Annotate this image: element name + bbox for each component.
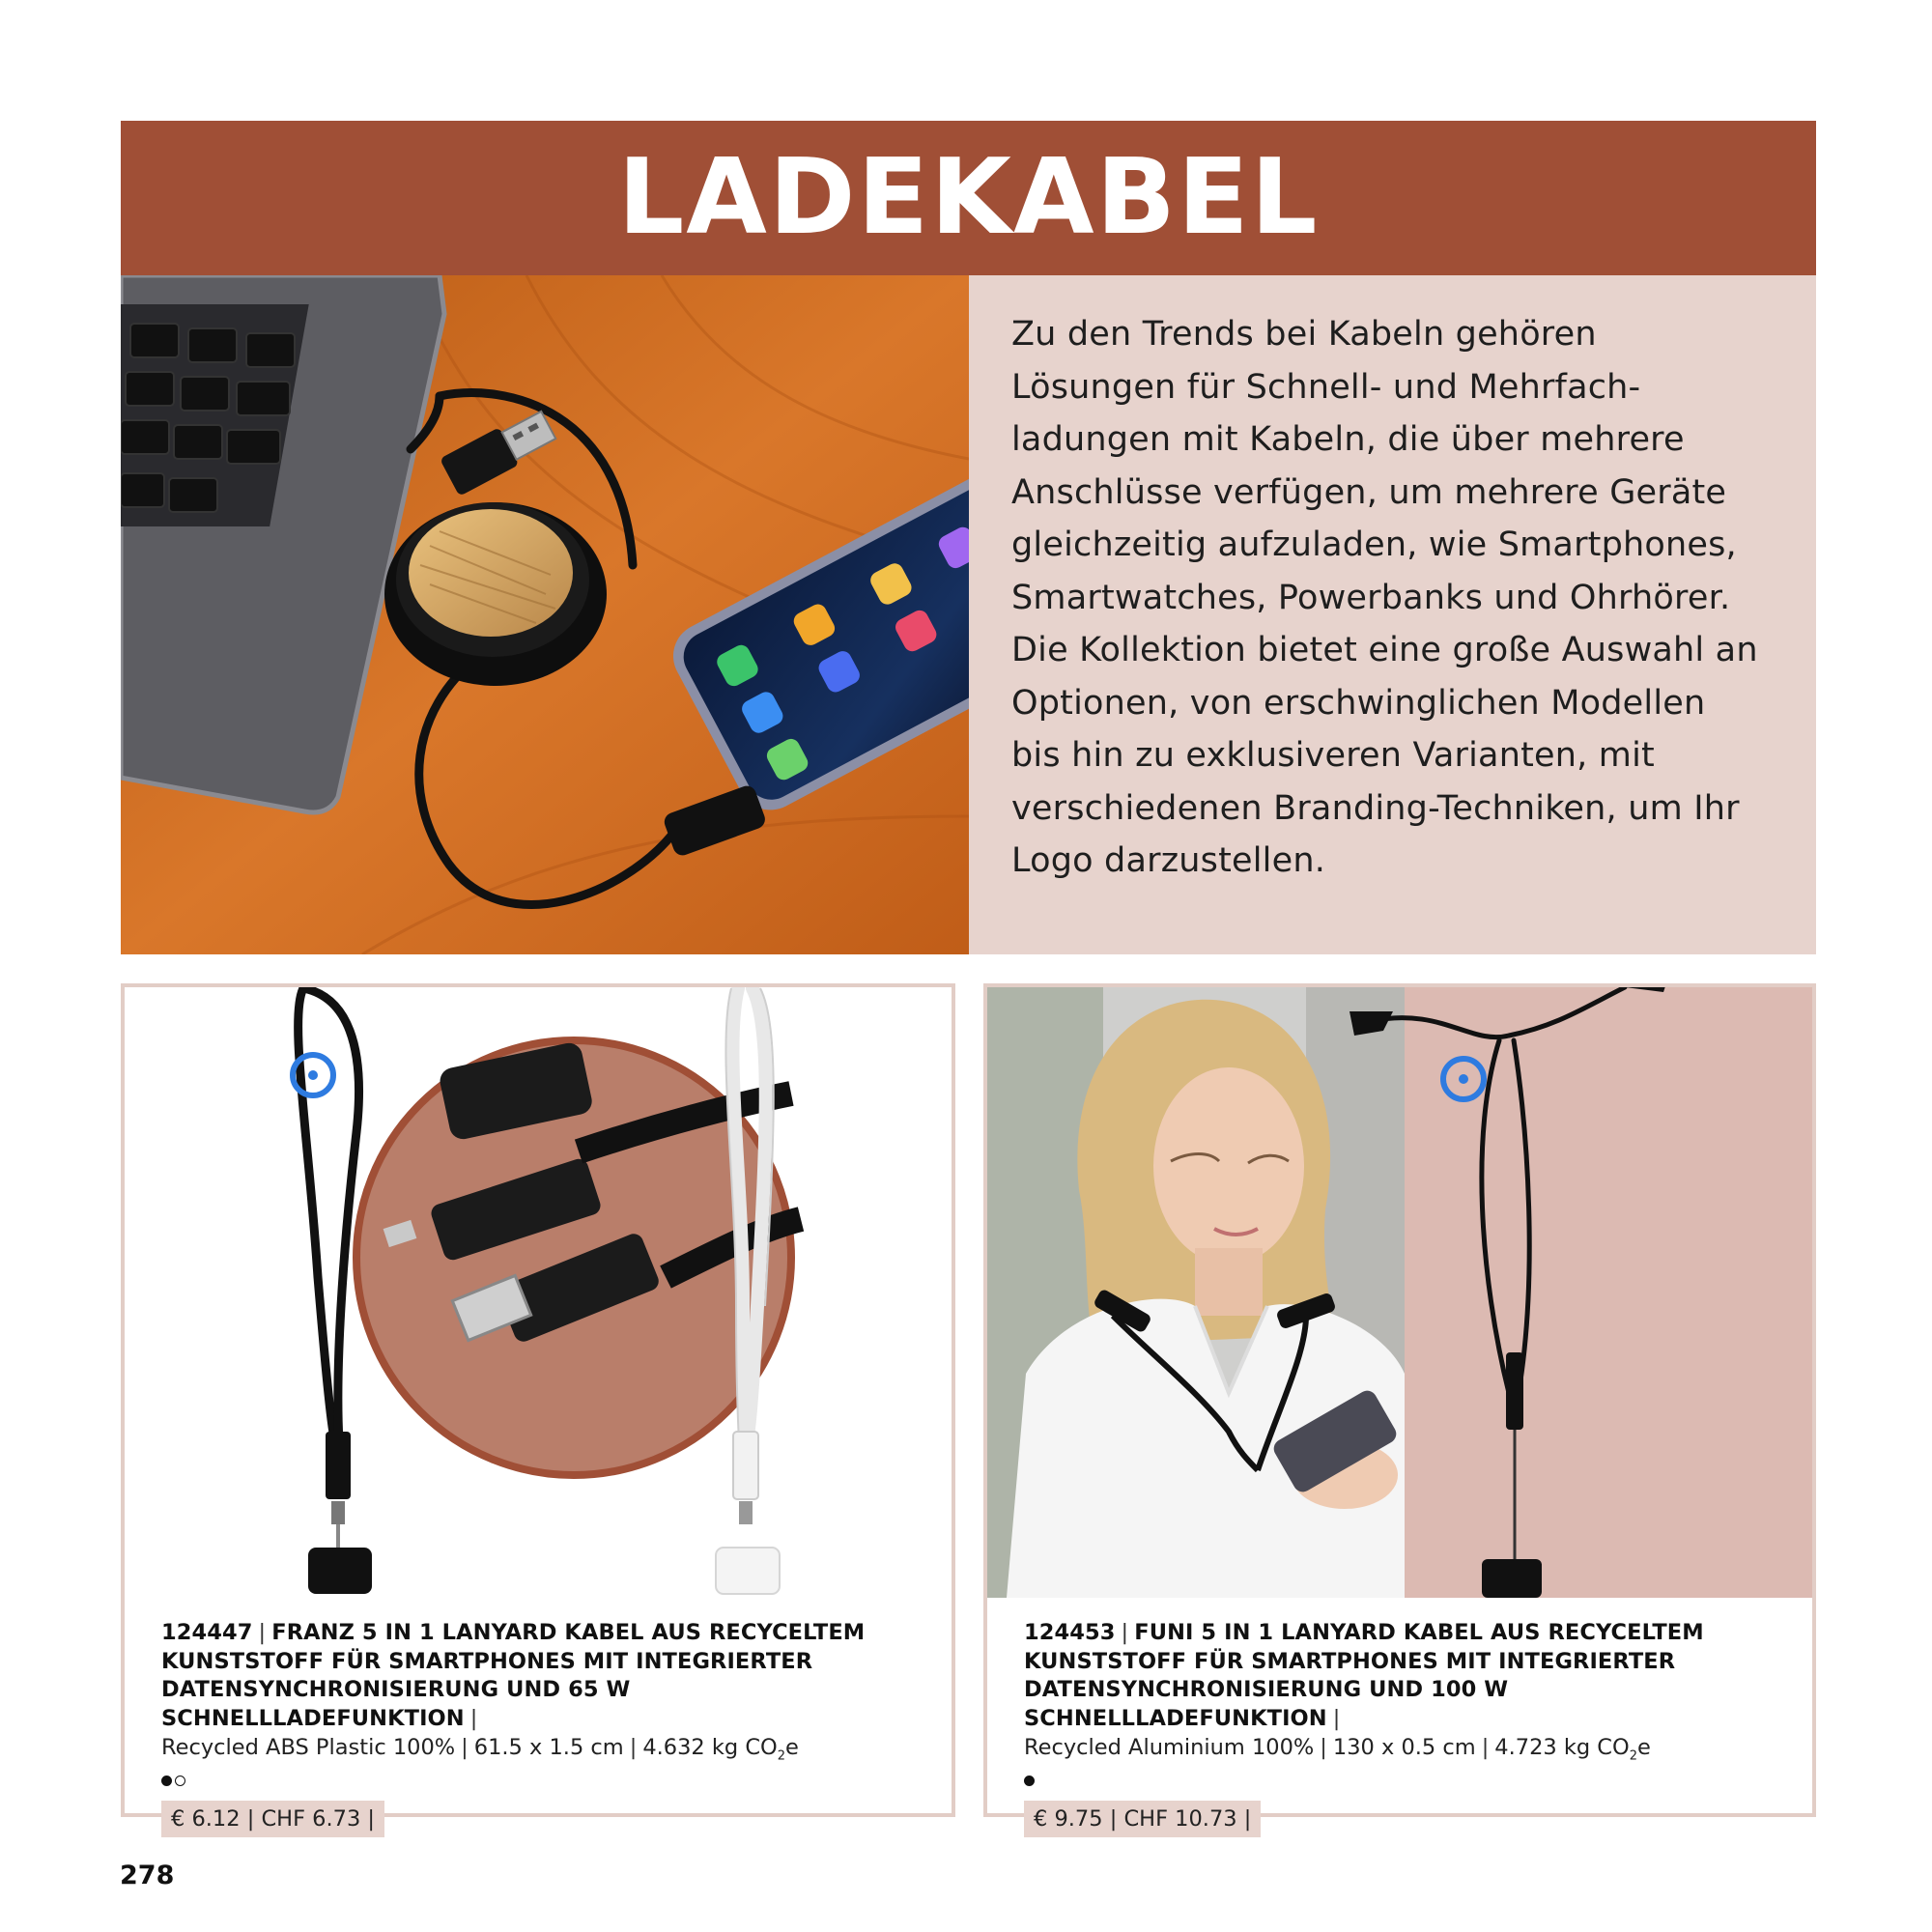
color-options (161, 1774, 932, 1789)
separator: | (1481, 1735, 1490, 1760)
page-number: 278 (120, 1861, 175, 1890)
hero-line: Smartwatches, Powerbanks und Ohrhörer. (1011, 578, 1731, 617)
hero-line: Logo darzustellen. (1011, 841, 1326, 880)
page-title: LADEKABEL (617, 137, 1320, 258)
product-name-line2: KUNSTSTOFF FÜR SMARTPHONES MIT INTEGRIERTER (1024, 1648, 1676, 1674)
product-code: 124447 (161, 1620, 253, 1645)
product-info-funi (1024, 1619, 1793, 1837)
separator: | (1320, 1735, 1327, 1760)
product-image-funi (987, 987, 1812, 1598)
hero-line: verschiedenen Branding-Techniken, um Ihr (1011, 788, 1740, 828)
product-specs (161, 1733, 932, 1772)
hero-text-panel (969, 275, 1816, 954)
color-options (1024, 1774, 1793, 1789)
co2-suffix: e (785, 1735, 799, 1760)
co2-subscript: 2 (1629, 1748, 1638, 1764)
cable-reel-photo (121, 275, 969, 954)
product-material: Recycled ABS Plastic 100% (161, 1735, 456, 1760)
product-size: 130 x 0.5 cm (1332, 1735, 1476, 1760)
product-name-line1: FUNI 5 IN 1 LANYARD KABEL AUS RECYCELTEM (1134, 1620, 1704, 1645)
product-co2: 4.632 kg CO (642, 1735, 778, 1760)
co2-subscript: 2 (777, 1748, 786, 1764)
product-info-franz (161, 1619, 932, 1837)
separator: | (629, 1735, 638, 1760)
product-co2: 4.723 kg CO (1494, 1735, 1630, 1760)
hero-line: Zu den Trends bei Kabeln gehören (1011, 315, 1597, 354)
color-swatch-black[interactable] (1024, 1776, 1035, 1786)
product-name-line3: DATENSYNCHRONISIERUNG UND 65 W SCHNELLLADEFUNKTION (161, 1677, 631, 1731)
product-name-line1: FRANZ 5 IN 1 LANYARD KABEL AUS RECYCELTEM (271, 1620, 866, 1645)
product-image-franz (125, 987, 952, 1598)
separator: | (1121, 1620, 1129, 1645)
separator: | (258, 1620, 267, 1645)
color-swatch-white[interactable] (175, 1776, 185, 1786)
separator: | (469, 1705, 478, 1731)
product-title (1024, 1619, 1793, 1733)
product-title (161, 1619, 932, 1733)
product-card-funi[interactable] (983, 983, 1816, 1832)
product-specs (1024, 1733, 1793, 1772)
separator: | (461, 1735, 469, 1760)
product-name-line3: DATENSYNCHRONISIERUNG UND 100 W SCHNELLLADEFUNKTION (1024, 1677, 1509, 1731)
lanyard-cable-image (987, 987, 1812, 1598)
product-size: 61.5 x 1.5 cm (473, 1735, 624, 1760)
hero-line: ladungen mit Kabeln, die über mehrere (1011, 420, 1685, 459)
product-card-franz[interactable] (121, 983, 955, 1832)
hero-line: bis hin zu exklusiveren Varianten, mit (1011, 736, 1655, 775)
co2-suffix: e (1637, 1735, 1651, 1760)
hero-line: Optionen, von erschwinglichen Modellen (1011, 683, 1706, 723)
hero-line: Die Kollektion bietet eine große Auswahl an (1011, 631, 1758, 669)
color-swatch-black[interactable] (161, 1776, 172, 1786)
hero-line: gleichzeitig aufzuladen, wie Smartphones, (1011, 526, 1737, 564)
lanyard-cable-image (125, 987, 952, 1598)
price-tag: € 6.12 | CHF 6.73 | (161, 1801, 384, 1837)
hero-line: Lösungen für Schnell- und Mehrfach- (1011, 367, 1641, 407)
separator: | (1332, 1705, 1341, 1731)
product-material: Recycled Aluminium 100% (1024, 1735, 1315, 1760)
hero-description (1011, 308, 1777, 888)
hero-photo (121, 275, 969, 954)
product-name-line2: KUNSTSTOFF FÜR SMARTPHONES MIT INTEGRIERTER (161, 1648, 813, 1674)
price-tag: € 9.75 | CHF 10.73 | (1024, 1801, 1261, 1837)
header-banner (121, 121, 1816, 275)
hero-line: Anschlüsse verfügen, um mehrere Geräte (1011, 472, 1727, 512)
product-code: 124453 (1024, 1620, 1116, 1645)
